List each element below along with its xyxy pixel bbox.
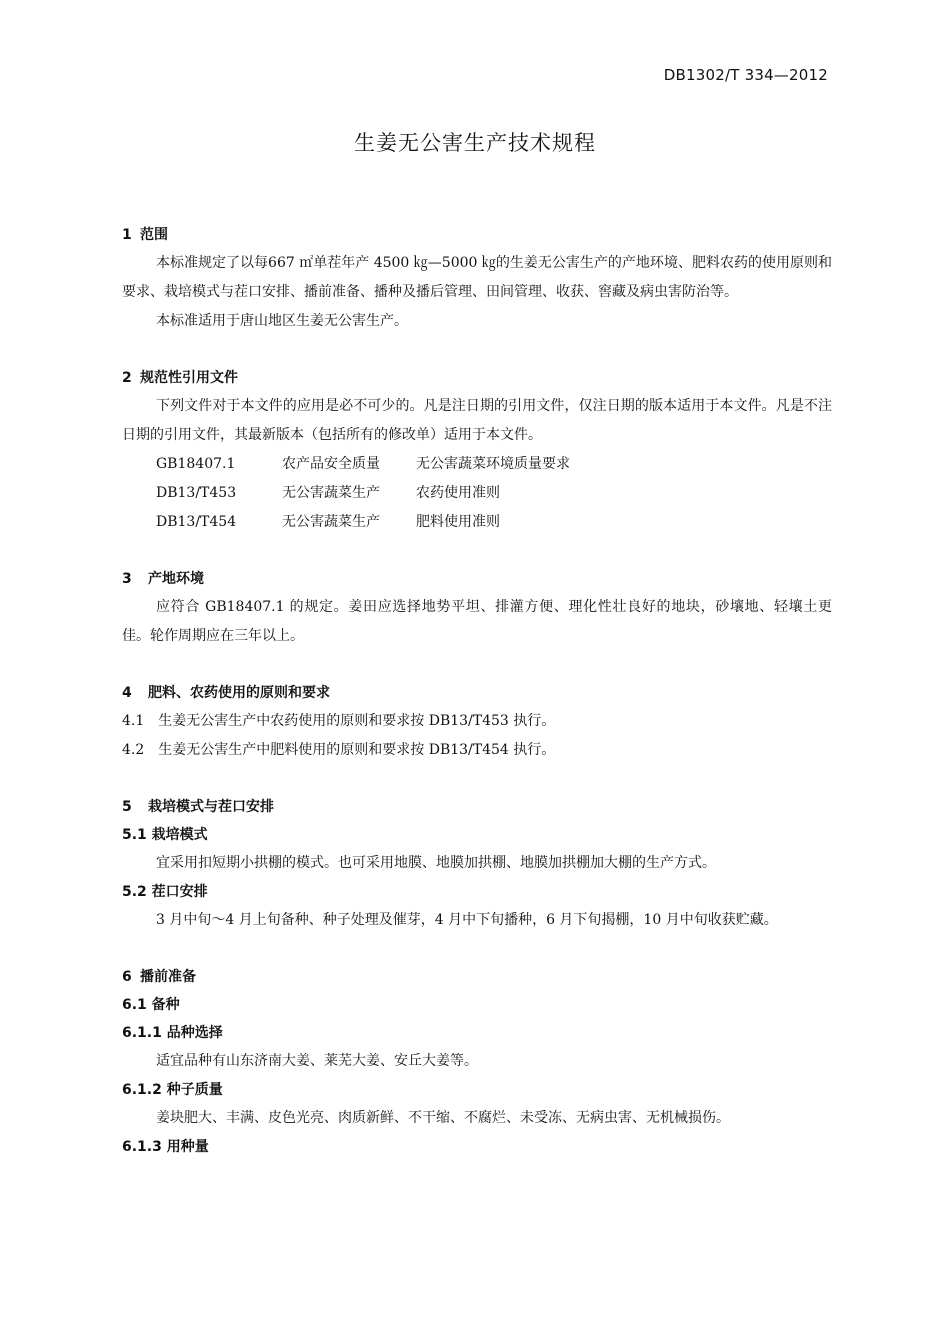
section-5-heading	[122, 793, 832, 821]
clause-4-2: 4.2 生姜无公害生产中肥料使用的原则和要求按 DB13/T454 执行。	[122, 742, 556, 758]
section-number: 1	[122, 227, 132, 243]
reference-code: DB13/T454	[156, 514, 237, 530]
variety-paragraph: 适宜品种有山东济南大姜、莱芜大姜、安丘大姜等。	[156, 1053, 478, 1069]
section-title: 栽培模式与茬口安排	[148, 799, 274, 815]
references-paragraph: 下列文件对于本文件的应用是必不可少的。凡是注日期的引用文件，仅注日期的版本适用于本文件。凡是不注日期的引用文件，其最新版本（包括所有的修改单）适用于本文件。	[122, 398, 832, 443]
section-title: 规范性引用文件	[140, 370, 238, 386]
section-4-heading	[122, 679, 832, 707]
section-number: 2	[122, 370, 132, 386]
section-3-heading	[122, 565, 832, 593]
scope-applicability: 本标准适用于唐山地区生姜无公害生产。	[156, 313, 408, 329]
section-2-heading	[122, 364, 832, 392]
reference-row	[122, 508, 832, 537]
section-title: 播前准备	[140, 969, 196, 985]
section-number: 6	[122, 969, 132, 985]
subsection-6-1-1-heading: 6.1.1 品种选择	[122, 1025, 223, 1041]
document-body	[122, 221, 832, 1161]
reference-row	[122, 450, 832, 479]
document-code: DB1302/T 334—2012	[663, 66, 828, 84]
reference-code: DB13/T453	[156, 485, 237, 501]
section-1-heading	[122, 221, 832, 249]
seed-quality-paragraph: 姜块肥大、丰满、皮色光亮、肉质新鲜、不干缩、不腐烂、未受冻、无病虫害、无机械损伤。	[156, 1110, 730, 1126]
cultivation-mode-paragraph: 宜采用扣短期小拱棚的模式。也可采用地膜、地膜加拱棚、地膜加拱棚加大棚的生产方式。	[156, 855, 716, 871]
subsection-6-1-3-heading: 6.1.3 用种量	[122, 1139, 209, 1155]
reference-title: 无公害蔬菜环境质量要求	[416, 456, 570, 472]
reference-title: 农药使用准则	[416, 485, 500, 501]
clause-4-1: 4.1 生姜无公害生产中农药使用的原则和要求按 DB13/T453 执行。	[122, 713, 556, 729]
section-title: 肥料、农药使用的原则和要求	[148, 685, 330, 701]
reference-row	[122, 479, 832, 508]
reference-category: 无公害蔬菜生产	[282, 485, 380, 501]
subsection-6-1-heading: 6.1 备种	[122, 997, 180, 1013]
crop-schedule-paragraph: 3 月中旬～4 月上旬备种、种子处理及催芽，4 月中下旬播种，6 月下旬揭棚，10 月中旬收获贮藏。	[156, 912, 778, 928]
section-number: 5	[122, 799, 132, 815]
environment-paragraph: 应符合 GB18407.1 的规定。姜田应选择地势平坦、排灌方便、理化性壮良好的地块，砂壤地、轻壤土更佳。轮作周期应在三年以上。	[122, 599, 832, 644]
subsection-6-1-2-heading: 6.1.2 种子质量	[122, 1082, 223, 1098]
subsection-5-2-heading: 5.2 茬口安排	[122, 884, 208, 900]
section-title: 范围	[140, 227, 168, 243]
reference-title: 肥料使用准则	[416, 514, 500, 530]
page-title: 生姜无公害生产技术规程	[354, 131, 596, 155]
section-number: 3	[122, 571, 132, 587]
section-number: 4	[122, 685, 132, 701]
section-title: 产地环境	[148, 571, 204, 587]
reference-code: GB18407.1	[156, 456, 236, 472]
reference-category: 无公害蔬菜生产	[282, 514, 380, 530]
scope-paragraph: 本标准规定了以每667 ㎡单茬年产 4500 ㎏—5000 ㎏的生姜无公害生产的产地环境、肥料农药的使用原则和要求、栽培模式与茬口安排、播前准备、播种及播后管理、田间管理、收获、窖藏及病虫害防治等。	[122, 255, 832, 300]
reference-category: 农产品安全质量	[282, 456, 380, 472]
section-6-heading	[122, 963, 832, 991]
subsection-5-1-heading: 5.1 栽培模式	[122, 827, 208, 843]
